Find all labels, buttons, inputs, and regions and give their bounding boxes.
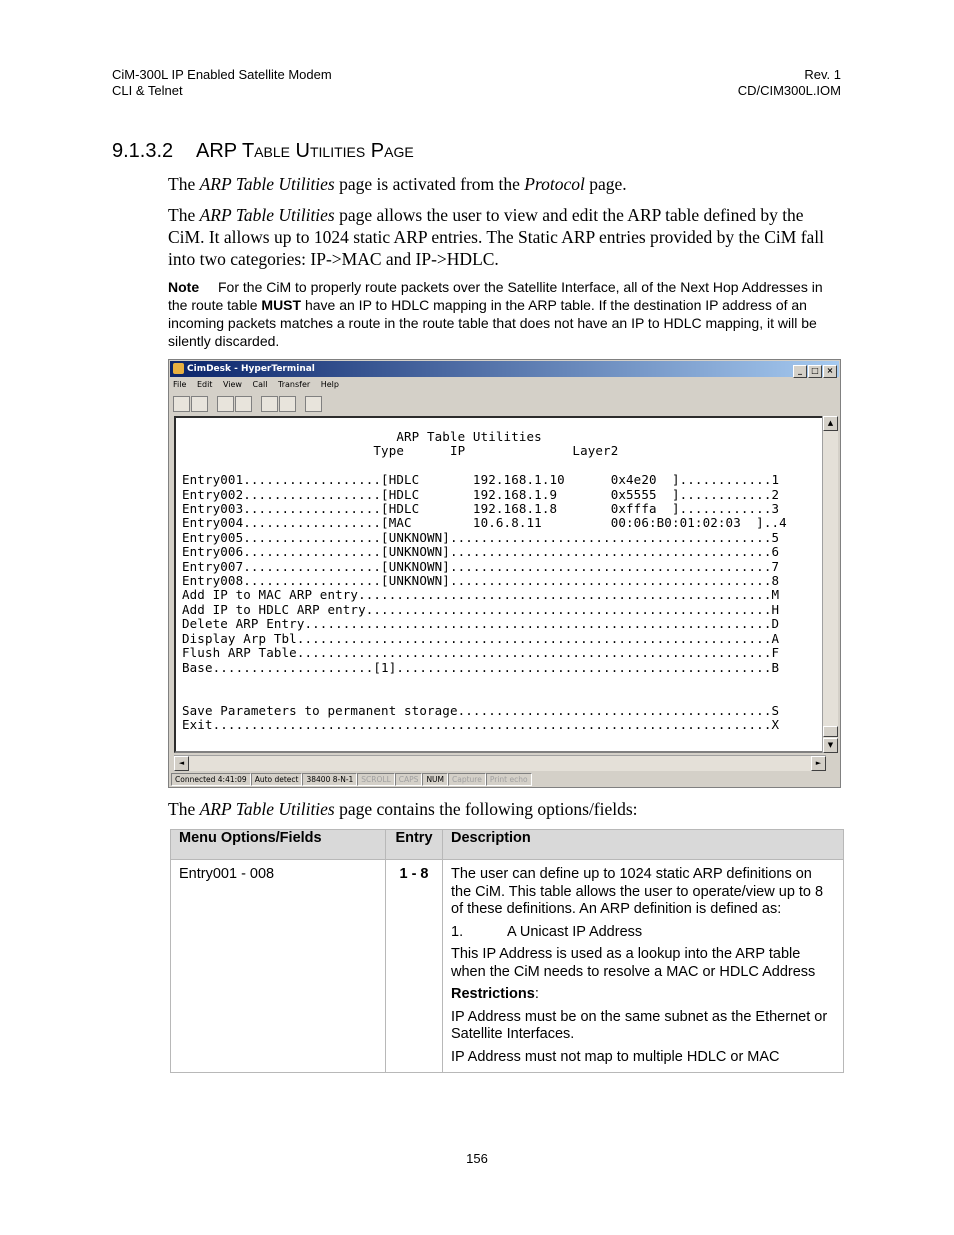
header-revision: Rev. 1: [804, 67, 841, 82]
status-num: NUM: [422, 773, 448, 786]
cell-entry: 1 - 8: [386, 860, 443, 1073]
cell-field: Entry001 - 008: [171, 860, 386, 1073]
status-scroll: SCROLL: [357, 773, 394, 786]
scroll-down-icon[interactable]: ▼: [823, 738, 838, 753]
window-title: CimDesk - HyperTerminal: [187, 364, 315, 374]
close-icon[interactable]: ×: [823, 365, 837, 378]
vertical-scrollbar[interactable]: [822, 416, 838, 753]
col-header-description: Description: [443, 830, 844, 860]
scroll-left-icon[interactable]: ◄: [174, 756, 189, 771]
scroll-thumb[interactable]: [823, 726, 838, 737]
minimize-icon[interactable]: _: [793, 365, 807, 378]
receive-icon[interactable]: [279, 396, 296, 412]
page-header-left: [112, 67, 332, 99]
col-header-entry: Entry: [386, 830, 443, 860]
status-detect: Auto detect: [251, 773, 303, 786]
status-bar: [171, 773, 838, 786]
header-doc-id: CD/CIM300L.IOM: [737, 83, 841, 98]
menu-edit[interactable]: Edit: [196, 380, 213, 389]
section-title: ARP Table Utilities Page: [196, 140, 414, 162]
maximize-icon[interactable]: □: [808, 365, 822, 378]
col-header-menu: Menu Options/Fields: [171, 830, 386, 860]
options-table: [170, 829, 844, 1073]
send-icon[interactable]: [261, 396, 278, 412]
table-intro: The ARP Table Utilities page contains the following options/fields:: [168, 799, 638, 819]
table-header-row: [171, 830, 844, 860]
page-number: 156: [466, 1151, 488, 1166]
page-header-right: [738, 67, 841, 99]
scroll-up-icon[interactable]: ▲: [823, 416, 838, 431]
connect-icon[interactable]: [217, 396, 234, 412]
intro-paragraph-2: The ARP Table Utilities page allows the user to view and edit the ARP table defined by the CiM. It allows up to 1024 static ARP entries. The Static ARP entries provided by the CiM fall into two categories: IP->MAC and IP->HDLC.: [168, 205, 825, 269]
menu-help[interactable]: Help: [320, 380, 339, 389]
menu-file[interactable]: File: [173, 380, 187, 389]
intro-paragraph-1: The ARP Table Utilities page is activated from the Protocol page.: [168, 174, 627, 194]
terminal-text: ARP Table Utilities Type IP Layer2 Entry001..................[HDLC 192.168.1.10 0x4e20 ]............1 Entry002..................[HDLC 192.168.1.9 0x5555 ]............2 Entry003..................[HDLC 192.168.1.8 0xfffa ]............3 Entry004..................[MAC 10.6.8.11 00:06:B0:01:02:03 ]..4 Entry005..................[UNKNOWN]..........................................5 Entry006..................[UNKNOWN]..........................................6 Entry007..................[UNKNOWN]..........................................7 Entry008..................[UNKNOWN]..........................................8 Add IP to MAC ARP entry......................................................M Add IP to HDLC ARP entry.....................................................H Delete ARP Entry.............................................................D Display Arp Tbl..............................................................A Flush ARP Table..............................................................F Base.....................[1].................................................B Save Parameters to permanent storage.........................................S Exit.........................................................................X: [182, 429, 787, 733]
hyperterminal-window: [168, 359, 841, 788]
note-block: Note For the CiM to properly route packets over the Satellite Interface, all of the Next Hop Addresses in the route table MUST have an IP to HDLC mapping in the ARP table. If the destination IP address of an incoming packets matches a route in the route table that does not have an IP to HDLC mapping, it will be silently discarded.: [168, 279, 823, 349]
header-product: CiM-300L IP Enabled Satellite Modem: [112, 67, 332, 82]
menu-transfer[interactable]: Transfer: [278, 380, 311, 389]
menu-view[interactable]: View: [222, 380, 242, 389]
section-number: 9.1.3.2: [112, 140, 174, 162]
scroll-right-icon[interactable]: ►: [811, 756, 826, 771]
cell-description: The user can define up to 1024 static ARP definitions on the CiM. This table allows the user to operate/view up to 8 of these definitions. An ARP definition is defined as: 1. A Unicast IP Address This IP Address is used as a lookup into the ARP table when the CiM needs to resolve a MAC or HDLC Address Restrictions: IP Address must be on the same subnet as the Ethernet or Satellite Interfaces. IP Address must not map to multiple HDLC or MAC: [443, 860, 844, 1073]
properties-icon[interactable]: [305, 396, 322, 412]
status-print-echo: Print echo: [486, 773, 532, 786]
app-icon: [173, 363, 184, 374]
status-capture: Capture: [448, 773, 486, 786]
horizontal-scrollbar[interactable]: [174, 755, 826, 771]
new-icon[interactable]: [173, 396, 190, 412]
open-icon[interactable]: [191, 396, 208, 412]
section-heading: [112, 140, 414, 163]
table-row: [171, 860, 844, 1073]
status-connected: Connected 4:41:09: [171, 773, 251, 786]
window-titlebar: [170, 361, 839, 377]
note-label: Note: [168, 279, 200, 295]
menu-bar: [173, 379, 347, 391]
toolbar: [173, 396, 323, 414]
status-baud: 38400 8-N-1: [302, 773, 357, 786]
menu-call[interactable]: Call: [252, 380, 268, 389]
header-chapter: CLI & Telnet: [112, 83, 183, 98]
disconnect-icon[interactable]: [235, 396, 252, 412]
status-caps: CAPS: [395, 773, 423, 786]
terminal-area[interactable]: [174, 416, 826, 753]
